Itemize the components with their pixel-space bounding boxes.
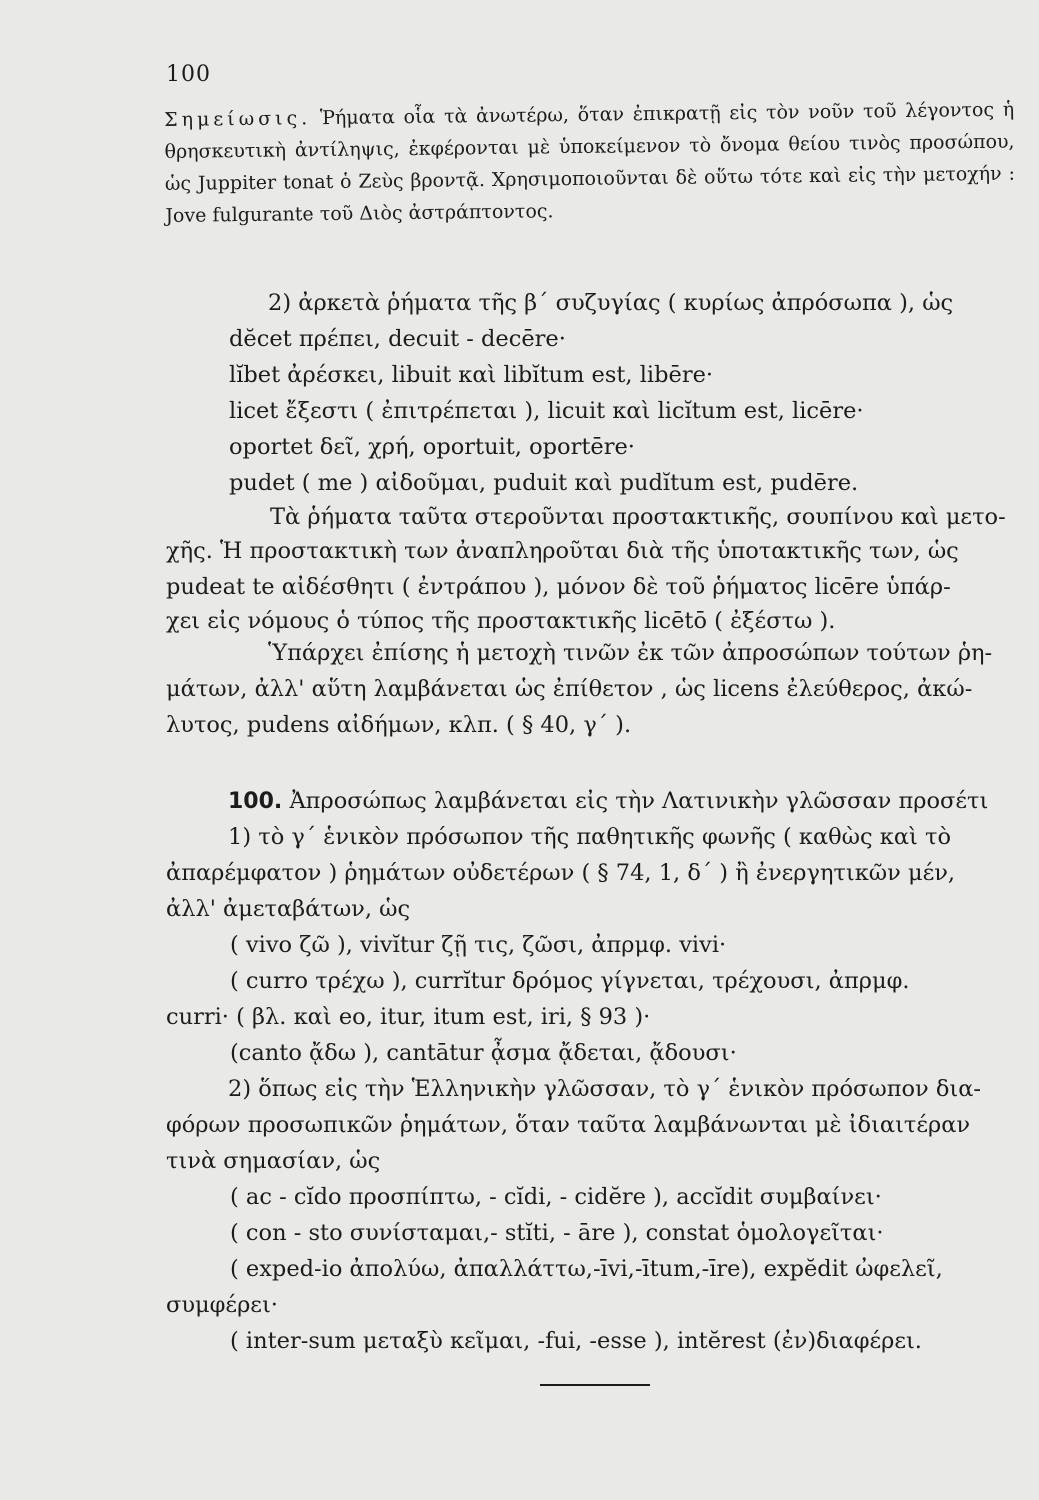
text-line: curri· ( βλ. καὶ eo, itur, itum est, iri, § 93 )· [166, 1004, 651, 1030]
note-label: Σημείωσις. [164, 107, 312, 131]
text-line: ( curro τρέχω ), currĭtur δρόμος γίγνεται, τρέχουσι, ἀπρμφ. [230, 968, 910, 994]
text-line: χει εἰς νόμους ὁ τύπος τῆς προστακτικῆς licētō ( ἐξέστω ). [166, 608, 836, 634]
text-line: 2) ἀρκετὰ ῥήματα τῆς β΄ συζυγίας ( κυρίως ἀπρόσωπα ), ὡς [268, 290, 954, 316]
text-line: (canto ᾄδω ), cantātur ᾆσμα ᾄδεται, ᾄδουσι· [230, 1040, 737, 1066]
text-line: Ὑπάρχει ἐπίσης ἡ μετοχὴ τινῶν ἐκ τῶν ἀπροσώπων τούτων ῥη- [268, 640, 993, 666]
text-line: pudet ( me ) αἰδοῦμαι, puduit καὶ pudĭtum est, pudēre. [229, 470, 859, 496]
text-line: lĭbet ἀρέσκει, libuit καὶ libĭtum est, libēre· [229, 362, 714, 388]
closing-rule [540, 1384, 650, 1386]
text-line: ἀλλ' ἀμεταβάτων, ὡς [166, 896, 411, 922]
section-number: 100. [228, 789, 283, 814]
text-line: λυτος, pudens αἰδήμων, κλπ. ( § 40, γ΄ ). [166, 712, 632, 738]
text-line: pudeat te αἰδέσθητι ( ἐντράπου ), μόνον δὲ τοῦ ῥήματος licēre ὑπάρ- [166, 574, 951, 600]
text-line: τινὰ σημασίαν, ὡς [166, 1148, 381, 1174]
section-heading [228, 784, 988, 819]
text-line: oportet δεῖ, χρή, oportuit, oportēre· [229, 434, 635, 460]
text-line: dĕcet πρέπει, decuit - decēre· [229, 326, 566, 352]
text-line: ( inter-sum μεταξὺ κεῖμαι, -fui, -esse ), intĕrest (ἐν)διαφέρει. [230, 1328, 922, 1354]
text-line: ( ac - cĭdo προσπίπτω, - cĭdi, - cidĕre ), accĭdit συμβαίνει· [230, 1184, 882, 1210]
section-text: Ἀπροσώπως λαμβάνεται εἰς τὴν Λατινικὴν γλῶσσαν προσέτι [289, 788, 989, 814]
text-line: ( exped-io ἀπολύω, ἀπαλλάττω,-īvi,-ītum,-īre), expĕdit ὠφελεῖ, [230, 1256, 943, 1282]
text-line: μάτων, ἀλλ' αὕτη λαμβάνεται ὡς ἐπίθετον , ὡς licens ἐλεύθερος, ἀκώ- [166, 676, 973, 702]
text-line: Τὰ ῥήματα ταῦτα στεροῦνται προστακτικῆς, σουπίνου καὶ μετο- [270, 504, 1006, 530]
text-line: χῆς. Ἡ προστακτικὴ των ἀναπληροῦται διὰ τῆς ὑποτακτικῆς των, ὡς [166, 538, 959, 564]
page-number: 100 [166, 62, 211, 87]
text-line: 2) ὅπως εἰς τὴν Ἑλληνικὴν γλῶσσαν, τὸ γ΄ ἑνικὸν πρόσωπον δια- [228, 1076, 982, 1102]
text-line: ( vivo ζῶ ), vivĭtur ζῇ τις, ζῶσι, ἀπρμφ. vivi· [230, 932, 727, 958]
text-line: ( con - sto συνίσταμαι,- stĭti, - āre ), constat ὁμολογεῖται· [230, 1220, 884, 1246]
text-line: licet ἔξεστι ( ἐπιτρέπεται ), licuit καὶ licĭtum est, licēre· [229, 398, 864, 424]
text-line: ἀπαρέμφατον ) ῥημάτων οὐδετέρων ( § 74, 1, δ΄ ) ἢ ἐνεργητικῶν μέν, [166, 860, 956, 886]
note-paragraph [164, 94, 1016, 232]
text-line: φόρων προσωπικῶν ῥημάτων, ὅταν ταῦτα λαμβάνωνται μὲ ἰδιαιτέραν [166, 1112, 971, 1138]
text-line: 1) τὸ γ΄ ἑνικὸν πρόσωπον τῆς παθητικῆς φωνῆς ( καθὼς καὶ τὸ [228, 824, 952, 850]
note-text: Ῥήματα οἷα τὰ ἀνωτέρω, ὅταν ἐπικρατῇ εἰς τὸν νοῦν τοῦ λέγοντος ἡ θρησκευτικὴ ἀντίληψις, ἐκφέρονται μὲ ὑποκείμενον τὸ ὄνομα θείου τινὸς προσώπου, ὡς Juppiter tonat ὁ Ζεὺς βροντᾷ. Χρησιμοποιοῦνται δὲ οὕτω τότε καὶ εἰς τὴν μετοχήν : Jove fulgurante τοῦ Διὸς ἀστράπτοντος. [164, 98, 1016, 227]
text-line: συμφέρει· [166, 1292, 278, 1318]
